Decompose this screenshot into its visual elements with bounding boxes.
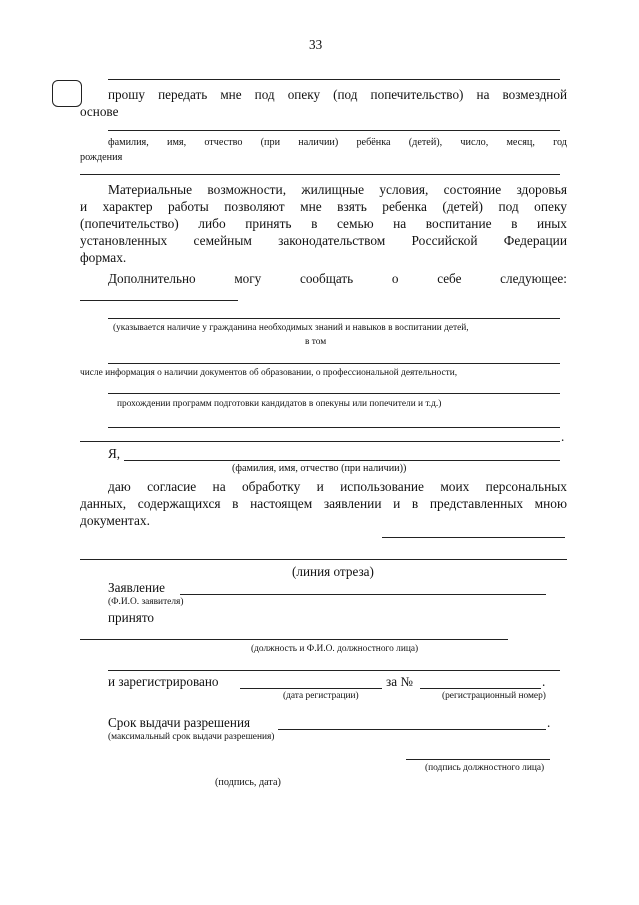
- page-number: 33: [309, 37, 323, 52]
- material-line-4: установленных семейным законодательством Российской Федерации: [80, 233, 567, 248]
- additional-fill-line-5[interactable]: [108, 427, 560, 428]
- additional-word: сообщать: [299, 271, 354, 286]
- material-line-2: и характер работы позволяют мне взять ребенка (детей) под опеку: [80, 199, 567, 214]
- reg-date-caption: (дата регистрации): [283, 691, 359, 701]
- request-text-line2: основе: [80, 104, 119, 119]
- material-line-1: Материальные возможности, жилищные условия, состояние здоровья: [108, 182, 567, 197]
- additional-text-line: [108, 270, 567, 287]
- additional-caption-4: прохождении программ подготовки кандидатов в опекуны или попечители и т.д.): [117, 399, 442, 409]
- child-caption-line2: рождения: [80, 152, 123, 163]
- term-end-dot: .: [547, 715, 551, 730]
- consent-fio-fill-line[interactable]: [124, 460, 560, 461]
- reg-number-fill-line[interactable]: [420, 688, 541, 689]
- official-signature-caption: (подпись должностного лица): [425, 763, 545, 773]
- name-fill-line[interactable]: [108, 79, 560, 80]
- additional-fill-line-1[interactable]: [80, 300, 238, 301]
- reg-date-fill-line[interactable]: [240, 688, 382, 689]
- cut-line: [80, 559, 567, 560]
- reg-number-caption: (регистрационный номер): [442, 691, 546, 701]
- cut-line-label: (линия отреза): [292, 564, 374, 579]
- consent-paragraph: [80, 478, 567, 529]
- additional-caption-2: в том: [305, 337, 327, 347]
- additional-word: о: [391, 271, 399, 286]
- additional-fill-line-3[interactable]: [108, 363, 560, 364]
- additional-word: себе: [437, 271, 462, 286]
- term-caption: (максимальный срок выдачи разрешения): [108, 732, 275, 742]
- number-label: за №: [386, 674, 413, 689]
- consent-line-2: данных, содержащихся в настоящем заявлении и в представленных мною: [80, 496, 567, 511]
- additional-fill-line-4[interactable]: [108, 393, 560, 394]
- child-fill-line[interactable]: [108, 130, 560, 131]
- additional-word: могу: [234, 271, 262, 286]
- official-signature-line[interactable]: [406, 759, 550, 760]
- receipt-fill-line[interactable]: [108, 670, 560, 671]
- official-fill-line[interactable]: [80, 639, 508, 640]
- registered-end-dot: .: [542, 674, 546, 689]
- material-paragraph: [80, 181, 567, 266]
- request-checkbox[interactable]: [52, 80, 82, 107]
- official-caption: (должность и Ф.И.О. должностного лица): [251, 644, 419, 654]
- applicant-caption: (Ф.И.О. заявителя): [108, 597, 184, 607]
- statement-label: Заявление: [108, 580, 165, 595]
- material-line-3: (попечительство) либо принять в семью на воспитание в иных: [80, 216, 567, 231]
- additional-word: Дополнительно: [108, 271, 196, 286]
- consent-line-3: документах.: [80, 513, 150, 528]
- child-caption-line1: фамилия, имя, отчество (при наличии) ребёнка (детей), число, месяц, год: [108, 137, 567, 148]
- request-text-line1: прошу передать мне под опеку (под попечительство) на возмездной: [108, 87, 567, 102]
- term-label: Срок выдачи разрешения: [108, 715, 251, 730]
- additional-caption-1: (указывается наличие у гражданина необходимых знаний и навыков в воспитании детей,: [113, 323, 469, 333]
- registered-label: и зарегистрировано: [108, 674, 219, 689]
- accepted-label: принято: [108, 610, 155, 625]
- material-line-5: формах.: [80, 250, 127, 265]
- additional-fill-line-2[interactable]: [108, 318, 560, 319]
- additional-word: следующее:: [500, 271, 567, 286]
- additional-caption-3: числе информация о наличии документов об образовании, о профессиональной деятельности,: [80, 368, 458, 378]
- additional-end-dot: .: [561, 429, 565, 444]
- consent-line-1: даю согласие на обработку и использование моих персональных: [108, 479, 567, 494]
- signature-date-caption: (подпись, дата): [215, 777, 281, 788]
- child-fill-line-2[interactable]: [80, 174, 560, 175]
- applicant-fill-line[interactable]: [180, 594, 546, 595]
- additional-fill-line-6[interactable]: [80, 441, 560, 442]
- consent-signature-line[interactable]: [382, 537, 565, 538]
- consent-ya: Я,: [108, 446, 121, 461]
- consent-fio-caption: (фамилия, имя, отчество (при наличии)): [232, 463, 407, 474]
- term-fill-line[interactable]: [278, 729, 546, 730]
